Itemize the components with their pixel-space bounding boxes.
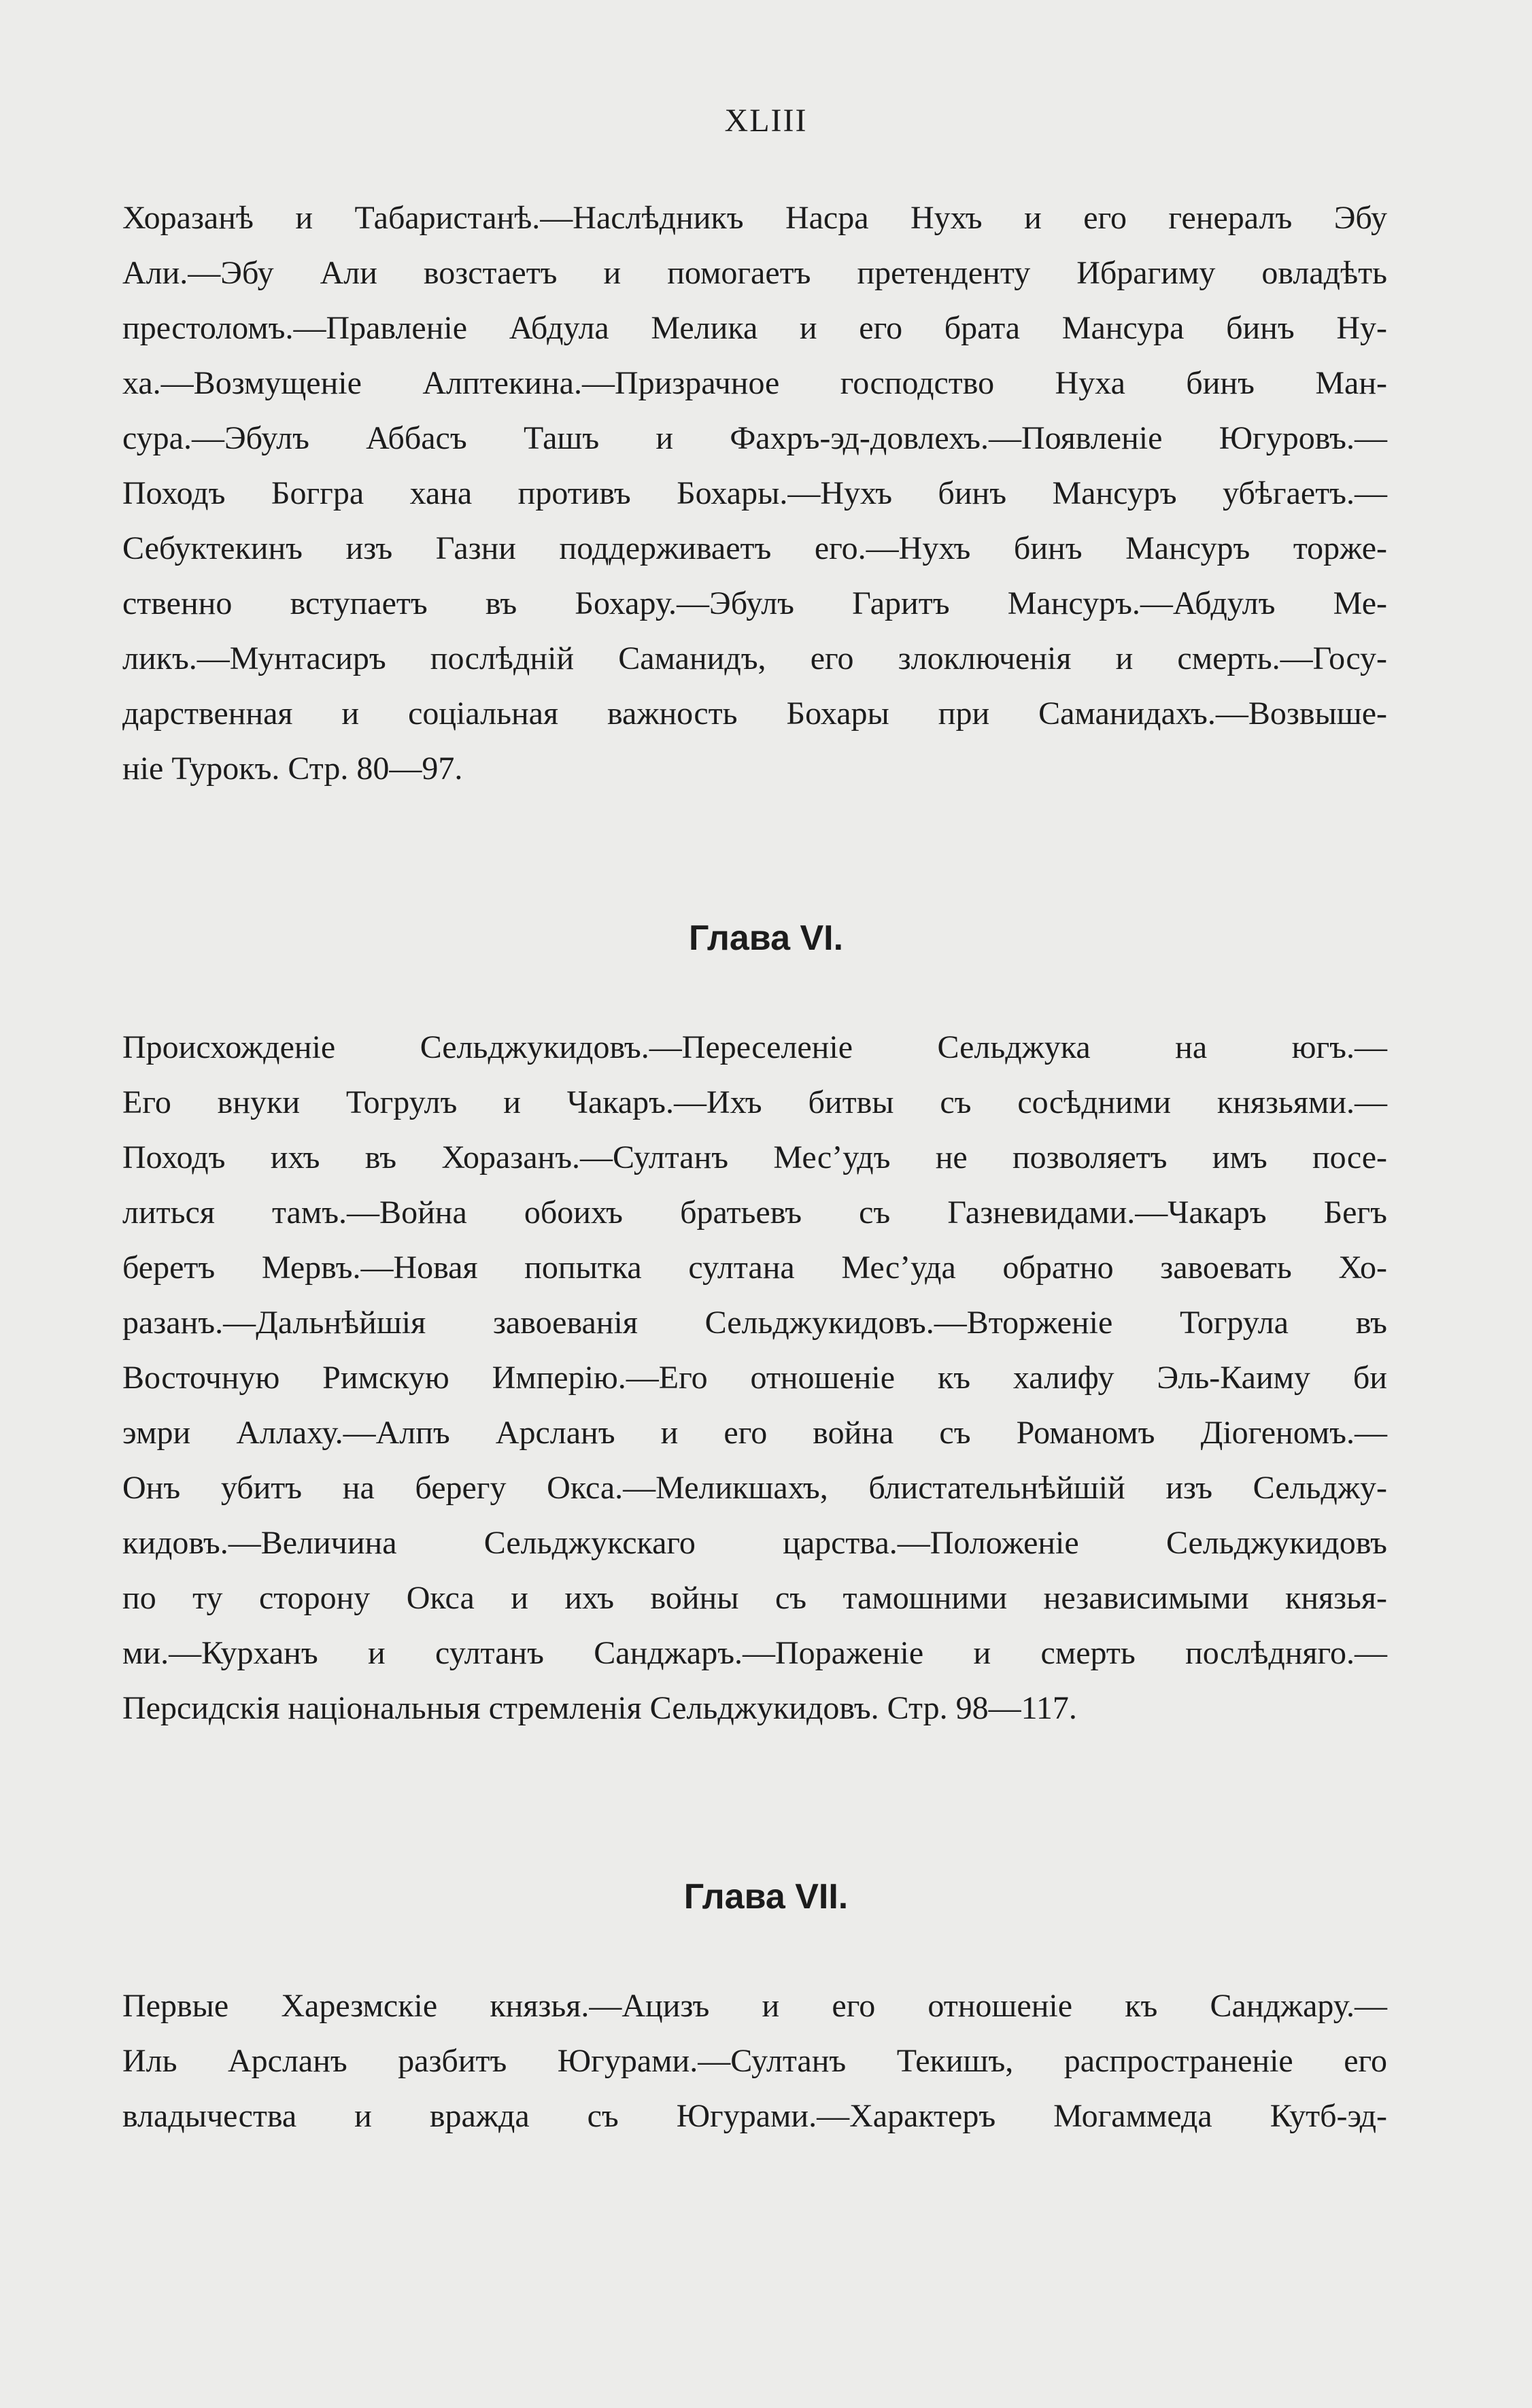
text-line: сура.—Эбулъ Аббасъ Ташъ и Фахръ-эд-довлехъ.—Появленіе Югуровъ.— [122, 420, 1387, 456]
text-line: Себуктекинъ изъ Газни поддерживаетъ его.—Нухъ бинъ Мансуръ торже- [122, 530, 1387, 566]
text-line: ми.—Курханъ и султанъ Санджаръ.—Пораженіе и смерть послѣдняго.— [122, 1635, 1387, 1671]
text-line: разанъ.—Дальнѣйшія завоеванія Сельджукидовъ.—Вторженіе Тогрула въ [122, 1305, 1387, 1341]
text-line: Походъ Боггра хана противъ Бохары.—Нухъ бинъ Мансуръ убѣгаетъ.— [122, 475, 1387, 511]
text-line: Иль Арсланъ разбитъ Югурами.—Султанъ Текишъ, распространеніе его [122, 2043, 1387, 2079]
text-line: Происхожденіе Сельджукидовъ.—Переселеніе Сельджука на югъ.— [122, 1029, 1387, 1065]
chapter-7-text [122, 1978, 1387, 2144]
text-line: ственно вступаетъ въ Бохару.—Эбулъ Гаритъ Мансуръ.—Абдулъ Ме- [122, 585, 1387, 621]
section-1-text [122, 190, 1387, 796]
text-line: Хоразанѣ и Табаристанѣ.—Наслѣдникъ Насра Нухъ и его генералъ Эбу [122, 200, 1387, 236]
text-line: Походъ ихъ въ Хоразанъ.—Султанъ Месʼудъ не позволяетъ имъ посе- [122, 1139, 1387, 1175]
text-line: Онъ убитъ на берегу Окса.—Меликшахъ, блистательнѣйшій изъ Сельджу- [122, 1470, 1387, 1506]
text-line: Персидскія національныя стремленія Сельджукидовъ. Стр. 98—117. [122, 1690, 1077, 1726]
text-line: по ту сторону Окса и ихъ войны съ тамошними независимыми князья- [122, 1580, 1387, 1616]
chapter-7-heading: Глава VII. [683, 1877, 849, 1916]
text-line: Первые Харезмскіе князья.—Ацизъ и его отношеніе къ Санджару.— [122, 1988, 1387, 2024]
chapter-6-heading: Глава VI. [688, 918, 844, 958]
chapter-6-text [122, 1020, 1387, 1736]
text-line: престоломъ.—Правленіе Абдула Мелика и его брата Мансура бинъ Ну- [122, 310, 1387, 346]
text-line: ликъ.—Мунтасиръ послѣдній Саманидъ, его злоключенія и смерть.—Госу- [122, 640, 1387, 676]
text-line: Али.—Эбу Али возстаетъ и помогаетъ претенденту Ибрагиму овладѣть [122, 255, 1387, 291]
text-line: владычества и вражда съ Югурами.—Характеръ Могаммеда Кутб-эд- [122, 2098, 1387, 2134]
text-line: кидовъ.—Величина Сельджукскаго царства.—Положеніе Сельджукидовъ [122, 1525, 1387, 1561]
text-line: литься тамъ.—Война обоихъ братьевъ съ Газневидами.—Чакаръ Бегъ [122, 1194, 1387, 1231]
text-line: дарственная и соціальная важность Бохары при Саманидахъ.—Возвыше- [122, 695, 1387, 732]
text-line: Восточную Римскую Имперію.—Его отношеніе къ халифу Эль-Каиму би [122, 1360, 1387, 1396]
text-line: ніе Турокъ. Стр. 80—97. [122, 751, 463, 787]
text-line: эмри Аллаху.—Алпъ Арсланъ и его война съ Романомъ Діогеномъ.— [122, 1415, 1387, 1451]
text-line: ха.—Возмущеніе Алптекина.—Призрачное господство Нуха бинъ Ман- [122, 365, 1387, 401]
text-line: Его внуки Тогрулъ и Чакаръ.—Ихъ битвы съ сосѣдними князьями.— [122, 1084, 1387, 1120]
page-number: XLIII [724, 103, 808, 139]
text-line: беретъ Мервъ.—Новая попытка султана Месʼуда обратно завоевать Хо- [122, 1250, 1387, 1286]
